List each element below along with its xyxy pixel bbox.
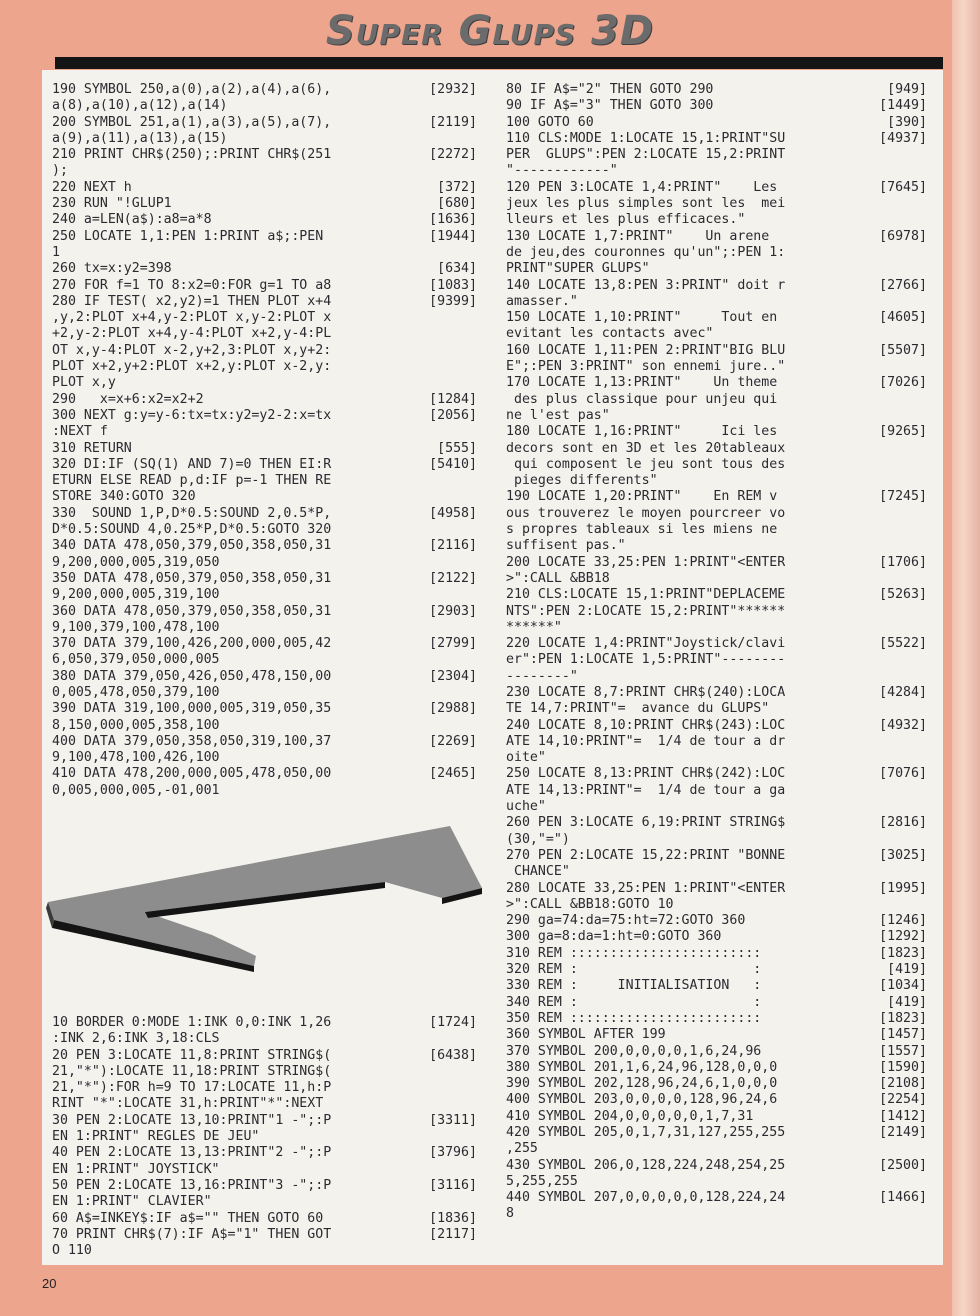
listing-line xyxy=(52,408,477,441)
listing-line xyxy=(52,1048,477,1113)
basic-code: 270 FOR f=1 TO 8:x2=0:FOR g=1 TO a8 xyxy=(52,277,332,293)
listing-line xyxy=(52,1015,477,1048)
checksum: [2149] xyxy=(879,1125,927,1140)
basic-code: 370 SYMBOL 200,0,0,0,0,1,6,24,96 xyxy=(506,1043,762,1059)
checksum: [1590] xyxy=(879,1059,927,1075)
basic-code: 200 LOCATE 33,25:PEN 1:PRINT"<ENTER >":CALL &BB18 xyxy=(506,554,786,586)
listing-line xyxy=(506,1060,927,1076)
basic-code: 310 REM :::::::::::::::::::::::: xyxy=(506,945,762,961)
page-title: Super Glups 3D xyxy=(325,8,655,54)
checksum: [1083] xyxy=(429,277,477,293)
checksum: [2816] xyxy=(879,815,927,831)
listing-line xyxy=(52,196,477,212)
listing-line xyxy=(506,555,927,588)
listing-line xyxy=(506,848,927,881)
checksum: [1246] xyxy=(879,913,927,929)
checksum: [2117] xyxy=(429,1226,477,1242)
basic-code: 30 PEN 2:LOCATE 13,10:PRINT"1 -";:P EN 1:PRINT" REGLES DE JEU" xyxy=(52,1112,332,1145)
checksum: [1823] xyxy=(879,1010,927,1026)
listing-line xyxy=(52,278,477,294)
basic-code: 390 DATA 319,100,000,005,319,050,35 8,150,000,005,358,100 xyxy=(52,701,332,733)
listing-line xyxy=(506,98,927,114)
checksum: [2122] xyxy=(429,570,477,586)
checksum: [1412] xyxy=(879,1108,927,1124)
listing-line xyxy=(506,343,927,376)
checksum: [2903] xyxy=(429,603,477,619)
listing-line xyxy=(52,261,477,277)
checksum: [5263] xyxy=(879,587,927,603)
checksum: [2269] xyxy=(429,733,477,749)
listing-line xyxy=(506,375,927,424)
checksum: [555] xyxy=(437,440,477,456)
listing-line xyxy=(506,1076,927,1092)
listing-line xyxy=(506,685,927,718)
listing-line xyxy=(506,995,927,1011)
basic-code: 260 PEN 3:LOCATE 6,19:PRINT STRING$ (30,"=") xyxy=(506,815,786,847)
listing-line xyxy=(506,180,927,229)
basic-code: 330 SOUND 1,P,D*0.5:SOUND 2,0.5*P, D*0.5:SOUND 4,0.25*P,D*0.5:GOTO 320 xyxy=(52,505,332,538)
basic-code: 230 RUN "!GLUP1 xyxy=(52,196,172,212)
checksum: [1292] xyxy=(879,929,927,945)
checksum: [3311] xyxy=(429,1112,477,1128)
checksum: [1449] xyxy=(879,98,927,114)
checksum: [1284] xyxy=(429,391,477,407)
listing-line xyxy=(52,1178,477,1211)
checksum: [2254] xyxy=(879,1092,927,1108)
listing-line xyxy=(52,82,477,115)
basic-code: 220 NEXT h xyxy=(52,179,132,195)
listing-line xyxy=(506,489,927,554)
basic-code: 340 REM : : xyxy=(506,994,762,1010)
listing-line xyxy=(506,1044,927,1060)
listing-line xyxy=(52,441,477,457)
listing-line xyxy=(52,115,477,148)
listing-line xyxy=(52,538,477,571)
checksum: [2119] xyxy=(429,114,477,130)
basic-code: 40 PEN 2:LOCATE 13,13:PRINT"2 -";:P EN 1:PRINT" JOYSTICK" xyxy=(52,1145,332,1177)
basic-code: 80 IF A$="2" THEN GOTO 290 xyxy=(506,82,714,97)
listing-line xyxy=(52,701,477,734)
listing-line xyxy=(52,1227,477,1260)
checksum: [3116] xyxy=(429,1177,477,1193)
listing-line xyxy=(506,1011,927,1027)
listing-line xyxy=(506,978,927,994)
basic-code: 410 DATA 478,200,000,005,478,050,00 0,005,000,005,-01,001 xyxy=(52,766,332,798)
basic-code: 420 SYMBOL 205,0,1,7,31,127,255,255 ,255 xyxy=(506,1125,786,1157)
checksum: [372] xyxy=(437,179,477,195)
listing-line xyxy=(52,1211,477,1227)
page-edge xyxy=(952,0,980,1316)
basic-code: 60 A$=INKEY$:IF a$="" THEN GOTO 60 xyxy=(52,1210,324,1226)
checksum: [1466] xyxy=(879,1190,927,1206)
checksum: [4932] xyxy=(879,717,927,733)
listing-line xyxy=(52,506,477,539)
header-rule xyxy=(55,57,943,69)
listing-line xyxy=(506,766,927,815)
checksum: [7645] xyxy=(879,179,927,195)
basic-code: 250 LOCATE 8,13:PRINT CHR$(242):LOC ATE 14,13:PRINT"= 1/4 de tour a ga uche" xyxy=(506,766,786,815)
basic-code: 310 RETURN xyxy=(52,440,132,456)
3d-zigzag-logo-icon xyxy=(40,820,490,980)
checksum: [2272] xyxy=(429,147,477,163)
basic-code: 290 ga=74:da=75:ht=72:GOTO 360 xyxy=(506,913,746,929)
listing-line xyxy=(52,147,477,180)
basic-code: 180 LOCATE 1,16:PRINT" Ici les decors sont en 3D et les 20tableaux qui composent le jeu sont tous des pieges differents" xyxy=(506,424,786,489)
checksum: [1636] xyxy=(429,212,477,228)
listing-line xyxy=(506,881,927,914)
listing-line xyxy=(52,1113,477,1146)
basic-code: 270 PEN 2:LOCATE 15,22:PRINT "BONNE CHANCE" xyxy=(506,847,786,880)
checksum: [1557] xyxy=(879,1043,927,1059)
basic-code: 210 PRINT CHR$(250);:PRINT CHR$(251 ); xyxy=(52,147,332,179)
listing-line xyxy=(52,180,477,196)
basic-code: 110 CLS:MODE 1:LOCATE 15,1:PRINT"SU PER GLUPS":PEN 2:LOCATE 15,2:PRINT "------------" xyxy=(506,130,786,179)
listing-line xyxy=(52,571,477,604)
basic-code: 10 BORDER 0:MODE 1:INK 0,0:INK 1,26 :INK 2,6:INK 3,18:CLS xyxy=(52,1015,332,1047)
checksum: [2465] xyxy=(429,766,477,782)
basic-code: 370 DATA 379,100,426,200,000,005,42 6,050,379,050,000,005 xyxy=(52,636,332,668)
basic-code: 360 SYMBOL AFTER 199 xyxy=(506,1027,666,1043)
checksum: [419] xyxy=(887,962,927,978)
checksum: [9399] xyxy=(429,293,477,309)
basic-code: 140 LOCATE 13,8:PEN 3:PRINT" doit r amasser." xyxy=(506,277,786,309)
checksum: [6978] xyxy=(879,228,927,244)
listing-line xyxy=(52,669,477,702)
listing-line xyxy=(506,1158,927,1191)
listing-line xyxy=(506,131,927,180)
checksum: [2116] xyxy=(429,538,477,554)
listing-line xyxy=(506,115,927,131)
page-number: 20 xyxy=(42,1276,57,1291)
checksum: [3796] xyxy=(429,1145,477,1161)
checksum: [2766] xyxy=(879,277,927,293)
listing-column-left-bottom xyxy=(52,1015,477,1259)
listing-line xyxy=(52,766,477,799)
checksum: [2932] xyxy=(429,82,477,97)
checksum: [634] xyxy=(437,261,477,277)
checksum: [5410] xyxy=(429,456,477,472)
basic-code: 120 PEN 3:LOCATE 1,4:PRINT" Les jeux les plus simples sont les mei lleurs et les plus efficaces." xyxy=(506,179,786,228)
checksum: [7245] xyxy=(879,489,927,505)
basic-code: 400 DATA 379,050,358,050,319,100,37 9,100,478,100,426,100 xyxy=(52,733,332,766)
basic-code: 390 SYMBOL 202,128,96,24,6,1,0,0,0 xyxy=(506,1076,778,1092)
listing-line xyxy=(506,1109,927,1125)
basic-code: 360 DATA 478,050,379,050,358,050,31 9,100,379,100,478,100 xyxy=(52,603,332,635)
basic-code: 190 LOCATE 1,20:PRINT" En REM v ous trouverez le moyen pourcreer vo s propres tableaux si les miens ne suffisent pas." xyxy=(506,489,786,554)
basic-code: 70 PRINT CHR$(7):IF A$="1" THEN GOT O 110 xyxy=(52,1226,332,1259)
basic-code: 190 SYMBOL 250,a(0),a(2),a(4),a(6), a(8),a(10),a(12),a(14) xyxy=(52,82,332,114)
basic-code: 50 PEN 2:LOCATE 13,16:PRINT"3 -";:P EN 1:PRINT" CLAVIER" xyxy=(52,1177,332,1210)
listing-column-right xyxy=(506,82,927,1223)
basic-code: 350 REM :::::::::::::::::::::::: xyxy=(506,1010,762,1026)
checksum: [1034] xyxy=(879,978,927,994)
basic-code: 300 NEXT g:y=y-6:tx=tx:y2=y2-2:x=tx :NEXT f xyxy=(52,407,332,440)
listing-line xyxy=(506,946,927,962)
basic-code: 300 ga=8:da=1:ht=0:GOTO 360 xyxy=(506,929,722,945)
basic-code: 380 DATA 379,050,426,050,478,150,00 0,005,478,050,379,100 xyxy=(52,668,332,700)
checksum: [5507] xyxy=(879,342,927,358)
listing-line xyxy=(52,392,477,408)
basic-code: 350 DATA 478,050,379,050,358,050,31 9,200,000,005,319,100 xyxy=(52,570,332,603)
checksum: [5522] xyxy=(879,636,927,652)
checksum: [1836] xyxy=(429,1210,477,1226)
basic-code: 100 GOTO 60 xyxy=(506,114,594,130)
listing-line xyxy=(506,718,927,767)
basic-code: 290 x=x+6:x2=x2+2 xyxy=(52,391,204,407)
checksum: [9265] xyxy=(879,424,927,440)
basic-code: 230 LOCATE 8,7:PRINT CHR$(240):LOCA TE 14,7:PRINT"= avance du GLUPS" xyxy=(506,684,786,717)
basic-code: 280 IF TEST( x2,y2)=1 THEN PLOT x+4 ,y,2:PLOT x+4,y-2:PLOT x,y-2:PLOT x +2,y-2:PLOT x+4,y-4:PLOT x+2,y-4:PL OT x,y-4:PLOT x-2,y+2,3:PLOT x,y+2: PLOT x+2,y+2:PLOT x+2,y:PLOT x-2,y: PLOT x,y xyxy=(52,293,332,391)
basic-code: 330 REM : INITIALISATION : xyxy=(506,978,762,994)
listing-line xyxy=(506,929,927,945)
listing-line xyxy=(506,1125,927,1158)
listing-line xyxy=(506,636,927,685)
basic-code: 320 REM : : xyxy=(506,962,762,978)
listing-line xyxy=(506,229,927,278)
checksum: [1944] xyxy=(429,228,477,244)
listing-line xyxy=(52,1145,477,1178)
basic-code: 150 LOCATE 1,10:PRINT" Tout en evitant les contacts avec" xyxy=(506,310,778,342)
basic-code: 220 LOCATE 1,4:PRINT"Joystick/clavi er":PEN 1:LOCATE 1,5:PRINT"-------- --------" xyxy=(506,636,786,684)
basic-code: 320 DI:IF (SQ(1) AND 7)=0 THEN EI:R ETURN ELSE READ p,d:IF p=-1 THEN RE STORE 340:GOTO 320 xyxy=(52,456,332,505)
checksum: [2108] xyxy=(879,1076,927,1092)
basic-code: 210 CLS:LOCATE 15,1:PRINT"DEPLACEME NTS":PEN 2:LOCATE 15,2:PRINT"****** ******" xyxy=(506,587,786,635)
listing-line xyxy=(506,815,927,848)
listing-line xyxy=(52,636,477,669)
checksum: [1995] xyxy=(879,880,927,896)
listing-line xyxy=(506,424,927,489)
basic-code: 380 SYMBOL 201,1,6,24,96,128,0,0,0 xyxy=(506,1059,778,1075)
checksum: [1823] xyxy=(879,945,927,961)
checksum: [949] xyxy=(887,82,927,97)
checksum: [2056] xyxy=(429,407,477,423)
listing-line xyxy=(52,229,477,262)
zigzag-top-face xyxy=(48,826,482,966)
checksum: [4958] xyxy=(429,505,477,521)
basic-code: 410 SYMBOL 204,0,0,0,0,0,1,7,31 xyxy=(506,1108,754,1124)
listing-column-left-top xyxy=(52,82,477,799)
basic-code: 400 SYMBOL 203,0,0,0,0,128,96,24,6 xyxy=(506,1092,778,1108)
basic-code: 20 PEN 3:LOCATE 11,8:PRINT STRING$( 21,"*"):LOCATE 11,18:PRINT STRING$( 21,"*"):FOR h=9 TO 17:LOCATE 11,h:P RINT "*":LOCATE 31,h:PRINT"*":NEXT xyxy=(52,1047,332,1112)
checksum: [2988] xyxy=(429,701,477,717)
checksum: [419] xyxy=(887,994,927,1010)
checksum: [1724] xyxy=(429,1015,477,1030)
basic-code: 240 a=LEN(a$):a8=a*8 xyxy=(52,212,212,228)
listing-line xyxy=(506,1027,927,1043)
checksum: [1457] xyxy=(879,1027,927,1043)
basic-code: 260 tx=x:y2=398 xyxy=(52,261,172,277)
basic-code: 200 SYMBOL 251,a(1),a(3),a(5),a(7), a(9),a(11),a(13),a(15) xyxy=(52,114,332,146)
listing-line xyxy=(506,913,927,929)
listing-line xyxy=(506,82,927,98)
listing-line xyxy=(506,962,927,978)
checksum: [4605] xyxy=(879,310,927,326)
basic-code: 280 LOCATE 33,25:PEN 1:PRINT"<ENTER >":CALL &BB18:GOTO 10 xyxy=(506,880,786,912)
checksum: [680] xyxy=(437,196,477,212)
checksum: [2304] xyxy=(429,668,477,684)
checksum: [390] xyxy=(887,114,927,130)
listing-line xyxy=(52,734,477,767)
checksum: [7076] xyxy=(879,766,927,782)
checksum: [7026] xyxy=(879,375,927,391)
listing-line xyxy=(506,278,927,311)
basic-code: 160 LOCATE 1,11:PEN 2:PRINT"BIG BLU E";:PEN 3:PRINT" son ennemi jure.." xyxy=(506,342,786,375)
listing-line xyxy=(52,457,477,506)
listing-line xyxy=(52,604,477,637)
listing-line xyxy=(506,587,927,636)
basic-code: 250 LOCATE 1,1:PEN 1:PRINT a$;:PEN 1 xyxy=(52,228,324,260)
checksum: [1706] xyxy=(879,554,927,570)
basic-code: 170 LOCATE 1,13:PRINT" Un theme des plus classique pour unjeu qui ne l'est pas" xyxy=(506,375,778,423)
checksum: [4937] xyxy=(879,130,927,146)
basic-code: 430 SYMBOL 206,0,128,224,248,254,25 5,255,255 xyxy=(506,1157,786,1189)
listing-line xyxy=(52,212,477,228)
checksum: [2500] xyxy=(879,1157,927,1173)
basic-code: 340 DATA 478,050,379,050,358,050,31 9,200,000,005,319,050 xyxy=(52,538,332,570)
checksum: [4284] xyxy=(879,684,927,700)
basic-code: 440 SYMBOL 207,0,0,0,0,0,128,224,24 8 xyxy=(506,1190,786,1222)
listing-line xyxy=(52,294,477,392)
checksum: [6438] xyxy=(429,1047,477,1063)
basic-code: 240 LOCATE 8,10:PRINT CHR$(243):LOC ATE 14,10:PRINT"= 1/4 de tour a dr oite" xyxy=(506,717,786,766)
listing-line xyxy=(506,1092,927,1108)
checksum: [2799] xyxy=(429,636,477,652)
basic-code: 130 LOCATE 1,7:PRINT" Un arene de jeu,des couronnes qu'un";:PEN 1: PRINT"SUPER GLUPS" xyxy=(506,228,786,277)
basic-code: 90 IF A$="3" THEN GOTO 300 xyxy=(506,98,714,114)
checksum: [3025] xyxy=(879,847,927,863)
listing-line xyxy=(506,1190,927,1223)
listing-line xyxy=(506,310,927,343)
